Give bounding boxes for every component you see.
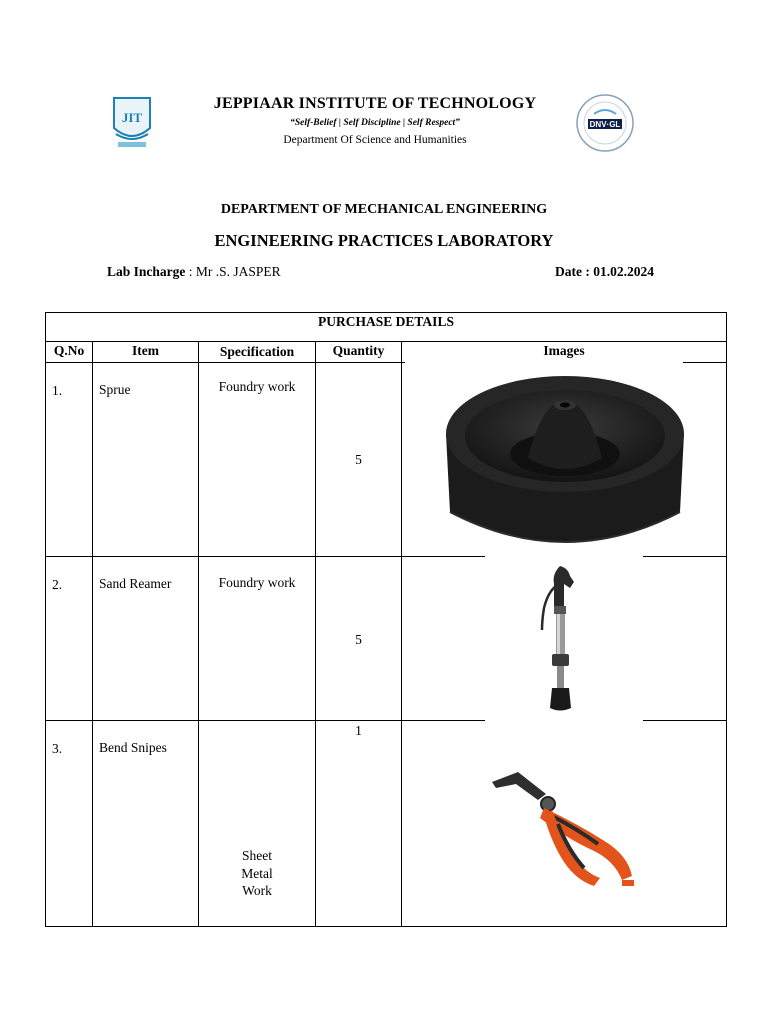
header-divider — [45, 362, 405, 363]
row1-divider — [45, 556, 485, 557]
lab-incharge-label: Lab Incharge — [107, 264, 186, 279]
sand-reamer-image — [530, 562, 590, 714]
row3-item: Bend Snipes — [99, 740, 167, 755]
row1-qno: 1. — [52, 383, 63, 398]
institute-department: Department Of Science and Humanities — [283, 134, 467, 146]
institute-motto: “Self-Belief | Self Discipline | Self Respect” — [290, 118, 460, 128]
row3-spec-line-1: Sheet — [242, 848, 272, 863]
table-caption: PURCHASE DETAILS — [318, 314, 454, 329]
row2-divider-right — [643, 720, 727, 721]
cert-logo-text: DNV·GL — [589, 120, 621, 129]
header-item: Item — [132, 343, 159, 358]
row1-specification: Foundry work — [218, 379, 296, 394]
lab-incharge — [107, 264, 281, 280]
header-images: Images — [543, 343, 585, 358]
row2-item: Sand Reamer — [99, 576, 172, 591]
institute-name: JEPPIAAR INSTITUTE OF TECHNOLOGY — [213, 95, 537, 112]
row2-specification: Foundry work — [218, 575, 296, 590]
sprue-image — [430, 362, 700, 558]
row3-specification — [199, 847, 315, 900]
lab-title: ENGINEERING PRACTICES LABORATORY — [214, 231, 554, 250]
col-divider-2 — [198, 341, 199, 927]
department-title: DEPARTMENT OF MECHANICAL ENGINEERING — [220, 202, 548, 217]
lab-incharge-value: : Mr .S. JASPER — [185, 264, 281, 279]
col-divider-4 — [401, 341, 402, 927]
caption-divider — [45, 341, 727, 342]
header-quantity: Quantity — [332, 343, 385, 358]
row3-spec-line-3: Work — [242, 883, 272, 898]
certification-logo — [574, 92, 636, 154]
header-qno: Q.No — [53, 343, 85, 358]
row2-quantity: 5 — [355, 632, 362, 647]
institute-logo — [110, 94, 154, 152]
bend-snips-image — [488, 764, 638, 890]
row2-divider — [45, 720, 485, 721]
logo-text: JIT — [121, 110, 143, 125]
row1-item: Sprue — [99, 382, 131, 397]
row3-quantity: 1 — [355, 723, 362, 738]
row3-spec-line-2: Metal — [241, 865, 273, 881]
document-date: Date : 01.02.2024 — [555, 264, 654, 279]
row2-qno: 2. — [52, 577, 63, 592]
row1-quantity: 5 — [355, 452, 362, 467]
col-divider-1 — [92, 341, 93, 927]
header-specification: Specification — [219, 344, 295, 359]
row3-qno: 3. — [52, 741, 63, 756]
